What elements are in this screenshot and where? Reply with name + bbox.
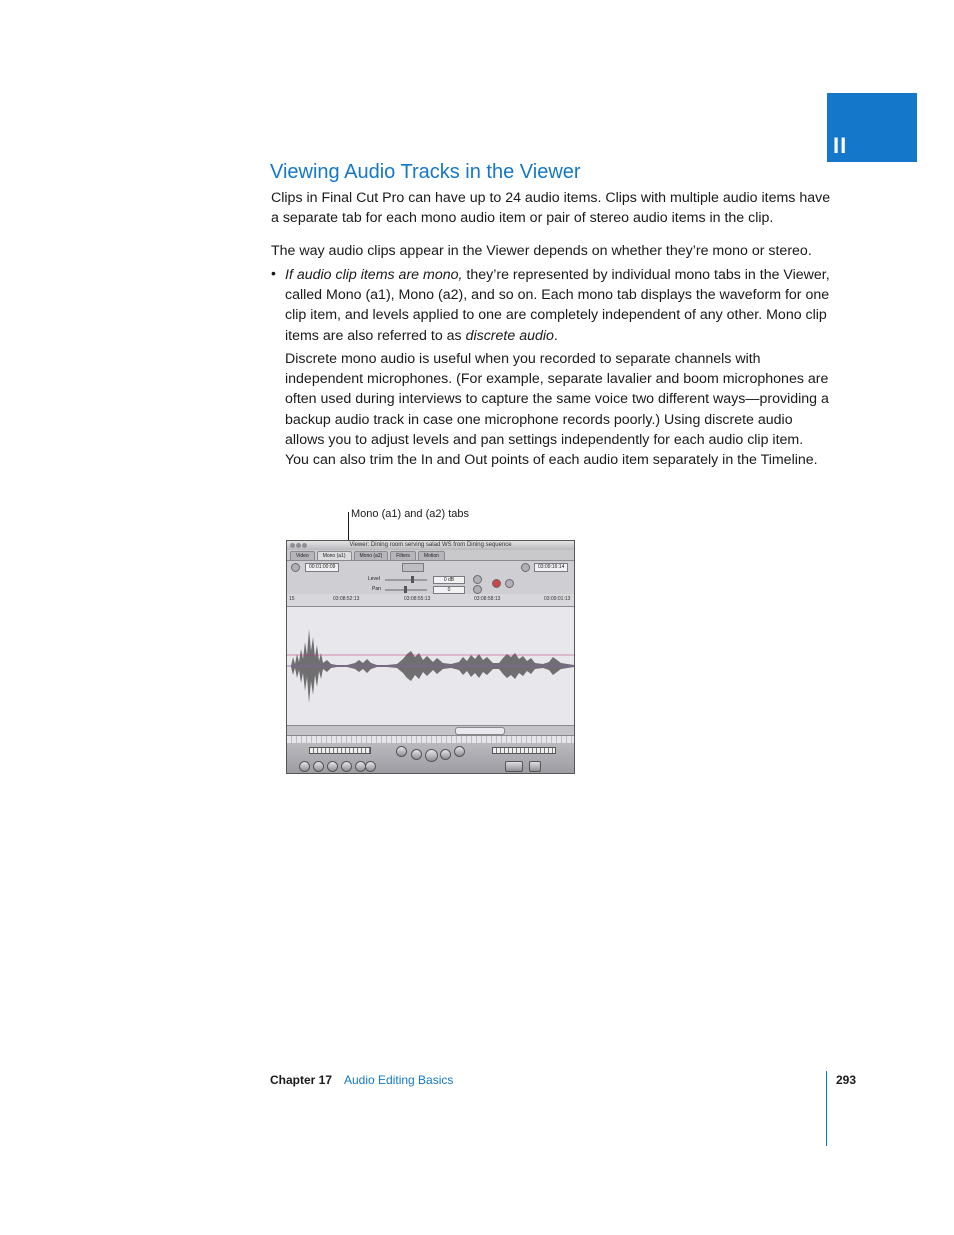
- page-number: 293: [836, 1073, 857, 1087]
- scrollbar-thumb[interactable]: [455, 727, 505, 735]
- next-edit-icon[interactable]: [454, 746, 465, 757]
- tab-filters[interactable]: Filters: [390, 551, 416, 560]
- timeline-ruler[interactable]: [287, 594, 574, 607]
- match-frame-icon[interactable]: [299, 761, 310, 772]
- paragraph-discrete-audio: Discrete mono audio is useful when you recorded to separate channels with independent microphones. (For example, separate lavalier and boom microphones are often used during interviews to capture the same voice two different ways—providing a backup audio track in case one microphone records poorly.) Using discrete audio allows you to adjust levels and pan settings independently for each audio clip item. You can also trim the In and Out points of each audio item separately in the Timeline.: [285, 351, 829, 469]
- level-value[interactable]: 0 dB: [433, 576, 465, 584]
- footer-chapter: Chapter 17: [270, 1073, 333, 1087]
- viewer-title: Viewer: Dining room serving salad WS from Dining sequence: [349, 542, 512, 548]
- playhead-sync-button[interactable]: [402, 563, 424, 572]
- level-slider-knob[interactable]: [411, 576, 414, 583]
- level-label: Level: [368, 576, 380, 582]
- pan-slider-knob[interactable]: [404, 586, 407, 593]
- tab-motion[interactable]: Motion: [418, 551, 445, 560]
- level-keyframe-button[interactable]: [473, 575, 482, 584]
- ruler-label-2: 03:08:52:13: [333, 596, 360, 602]
- transport-controls: [287, 743, 574, 773]
- previous-edit-icon[interactable]: [396, 746, 407, 757]
- footer-divider: [826, 1071, 827, 1146]
- section-tab: [827, 93, 917, 162]
- viewer-tabs: [290, 551, 447, 560]
- paragraph-audio-items: Clips in Final Cut Pro can have up to 24 audio items. Clips with multiple audio items have a separate tab for each mono audio item or pair of stereo audio items in the clip.: [271, 190, 831, 227]
- close-window-icon[interactable]: [290, 543, 295, 548]
- level-slider[interactable]: [385, 579, 427, 581]
- duration-timecode[interactable]: 00:01:00:09: [305, 563, 339, 572]
- minimize-window-icon[interactable]: [296, 543, 301, 548]
- play-icon[interactable]: [425, 749, 438, 762]
- bullet-term: discrete audio: [465, 327, 554, 344]
- ruler-label-3: 03:08:55:13: [404, 596, 431, 602]
- current-timecode[interactable]: 03:09:16:14: [534, 563, 568, 572]
- horizontal-scrollbar[interactable]: [287, 725, 574, 735]
- pan-label: Pan: [372, 586, 381, 592]
- tab-video[interactable]: Video: [290, 551, 315, 560]
- bullet-marker: •: [271, 265, 276, 281]
- tab-mono-a1[interactable]: Mono (a1): [317, 551, 352, 560]
- generator-button[interactable]: [529, 761, 541, 772]
- pan-value[interactable]: 0: [433, 586, 465, 594]
- figure-callout: Mono (a1) and (a2) tabs: [351, 508, 470, 520]
- ruler-label-1: 15: [289, 596, 295, 602]
- section-heading: Viewing Audio Tracks in the Viewer: [270, 161, 581, 183]
- jog-control[interactable]: [492, 747, 556, 754]
- footer-chapter-title: Audio Editing Basics: [344, 1073, 454, 1087]
- audio-waveform[interactable]: [287, 607, 574, 725]
- add-marker-icon[interactable]: [341, 761, 352, 772]
- bullet-rest: they’re represented by individual mono tabs in the Viewer, called Mono (a1), Mono (a2), and so on. Each mono tab displays the waveform for one clip item, and levels applied to one are completely independent of any other. Mono clip items are also referred to as: [285, 267, 830, 344]
- pan-keyframe-button[interactable]: [473, 585, 482, 594]
- drag-hand-icon[interactable]: [291, 563, 300, 572]
- ruler-label-5: 03:09:01:13: [544, 596, 571, 602]
- play-around-icon[interactable]: [440, 749, 451, 760]
- viewer-window: [286, 540, 575, 774]
- section-tab-label: II: [833, 133, 848, 158]
- audio-controls: [287, 560, 574, 595]
- zoom-window-icon[interactable]: [302, 543, 307, 548]
- mark-out-icon[interactable]: [365, 761, 376, 772]
- tab-mono-a2[interactable]: Mono (a2): [354, 551, 389, 560]
- timecode-menu-icon[interactable]: [521, 563, 530, 572]
- shuttle-control[interactable]: [309, 747, 371, 754]
- ruler-label-4: 03:08:58:13: [474, 596, 501, 602]
- mark-clip-icon[interactable]: [313, 761, 324, 772]
- play-in-to-out-icon[interactable]: [411, 749, 422, 760]
- paragraph-mono-stereo: The way audio clips appear in the Viewer depends on whether they’re mono or stereo.: [271, 243, 812, 259]
- bullet-end: .: [553, 327, 558, 344]
- viewer-title-bar: [287, 541, 574, 550]
- add-keyframe-icon[interactable]: [327, 761, 338, 772]
- bullet-mono: [285, 265, 830, 346]
- drag-audio-icon[interactable]: [505, 579, 514, 588]
- recent-clips-button[interactable]: [505, 761, 523, 772]
- bullet-lead: If audio clip items are mono,: [285, 267, 463, 283]
- reset-button[interactable]: [492, 579, 501, 588]
